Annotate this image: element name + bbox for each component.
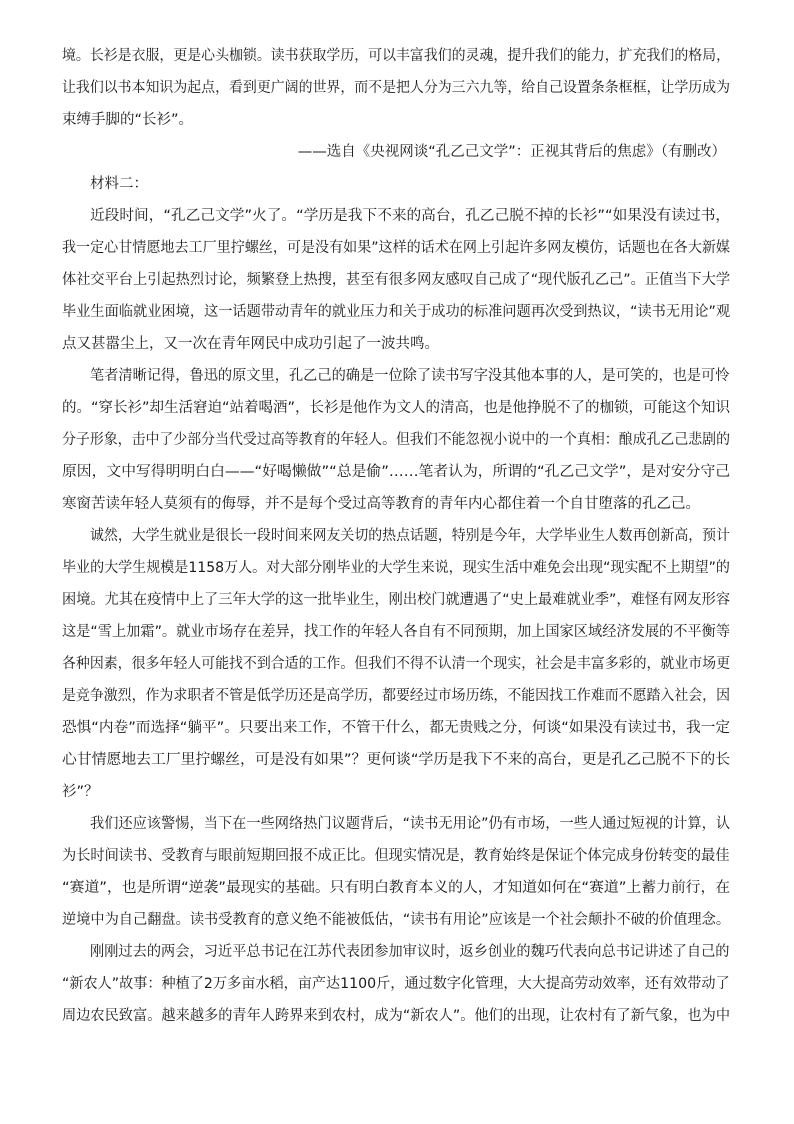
text-line: “赛道”，也是所谓“逆袭”最现实的基础。只有明白教育本义的人，才知道如何在“赛道”上蓄力前行，在	[62, 880, 731, 896]
text-line: 刚刚过去的两会，习近平总书记在江苏代表团参加审议时，返乡创业的魏巧代表向总书记讲述了自己的	[90, 944, 730, 960]
text-line: 困境。尤其在疫情中上了三年大学的这一批毕业生，刚出校门就遭遇了“史上最难就业季”，难怪有网友形容	[62, 592, 731, 608]
text-line: 寒窗苦读年轻人莫须有的侮辱，并不是每个受过高等教育的青年内心都住着一个自甘堕落的孔乙己。	[62, 496, 700, 512]
text-line: 让我们以书本知识为起点，看到更广阔的世界，而不是把人分为三六九等，给自己设置条条框框，让学历成为	[62, 80, 731, 96]
text-line: 周边农民致富。越来越多的青年人跨界来到农村，成为“新农人”。他们的出现，让农村有了新气象，也为中	[62, 1008, 731, 1024]
text-line: 为长时间读书、受教育与眼前短期回报不成正比。但现实情况是，教育始终是保证个体完成身份转变的最佳	[62, 848, 730, 864]
text-line: 近段时间，“孔乙己文学”火了。“学历是我下不来的高台，孔乙己脱不掉的长衫”“如果没有读过书，	[90, 208, 731, 224]
text-line: “新农人”故事：种植了2万多亩水稻，亩产达1100斤，通过数字化管理，大大提高劳动效率，还有效带动了	[62, 976, 730, 992]
text-line: 各种因素，很多年轻人可能找不到合适的工作。但我们不得不认清一个现实，社会是丰富多彩的，就业市场更	[62, 656, 731, 672]
text-line: 毕业生面临就业困境，这一话题带动青年的就业压力和关于成功的标准问题再次受到热议，“读书无用论”观	[62, 304, 731, 320]
text-line: 分子形象，击中了少部分当代受过高等教育的年轻人。但我们不能忽视小说中的一个真相：酿成孔乙己悲剧的	[62, 432, 731, 448]
text-line: 诚然，大学生就业是很长一段时间来网友关切的热点话题，特别是今年，大学毕业生人数再创新高，预计	[90, 528, 730, 544]
text-line: 衫”？	[62, 784, 99, 800]
text-line: 是竞争激烈，作为求职者不管是低学历还是高学历，都要经过市场历练，不能因找工作难而不愿踏入社会，因	[62, 688, 731, 704]
text-line: 我一定心甘情愿地去工厂里拧螺丝，可是没有如果”这样的话术在网上引起许多网友模仿，话题也在各大新媒	[62, 240, 731, 256]
text-line: 体社交平台上引起热烈讨论，频繁登上热搜，甚至有很多网友感叹自己成了“现代版孔乙己”。正值当下大学	[62, 272, 731, 288]
text-line: 束缚手脚的“长衫”。	[62, 112, 194, 128]
text-line: 点又甚嚣尘上，又一次在青年网民中成功引起了一波共鸣。	[62, 336, 439, 352]
text-line: 毕业的大学生规模是1158万人。对大部分刚毕业的大学生来说，现实生活中难免会出现“现实配不上期望”的	[62, 560, 730, 576]
text-line: 恐惧“内卷”而选择“躺平”。只要出来工作，不管干什么，都无贵贱之分，何谈“如果没有读过书，我一定	[62, 720, 731, 736]
text-line: 逆境中为自己翻盘。读书受教育的意义绝不能被低估，“读书有用论”应该是一个社会颠扑不破的价值理念。	[62, 912, 731, 928]
text-line: 心甘情愿地去工厂里拧螺丝，可是没有如果”？更何谈“学历是我下不来的高台，更是孔乙己脱不下的长	[62, 752, 731, 768]
text-line: 这是“雪上加霜”。就业市场存在差异，找工作的年轻人各自有不同预期，加上国家区域经济发展的不平衡等	[62, 624, 731, 640]
text-line: 境。长衫是衣服，更是心头枷锁。读书获取学历，可以丰富我们的灵魂，提升我们的能力，扩充我们的格局，	[62, 48, 731, 64]
text-line: 的。“穿长衫”却生活窘迫“站着喝酒”，长衫是他作为文人的清高，也是他挣脱不了的枷锁，可能这个知识	[62, 400, 731, 416]
source-citation: ——选自《央视网谈“孔乙己文学”：正视其背后的焦虑》（有删改）	[297, 144, 726, 160]
text-line: 我们还应该警惕，当下在一些网络热门议题背后，“读书无用论”仍有市场，一些人通过短视的计算，认	[90, 816, 731, 832]
text-line: 笔者清晰记得，鲁迅的原文里，孔乙己的确是一位除了读书写字没其他本事的人，是可笑的，也是可怜	[90, 368, 730, 384]
section-heading: 材料二：	[90, 176, 148, 192]
text-line: 原因，文中写得明明白白——“好喝懒做”“总是偷”……笔者认为，所谓的“孔乙己文学”，是对安分守己	[62, 464, 731, 480]
